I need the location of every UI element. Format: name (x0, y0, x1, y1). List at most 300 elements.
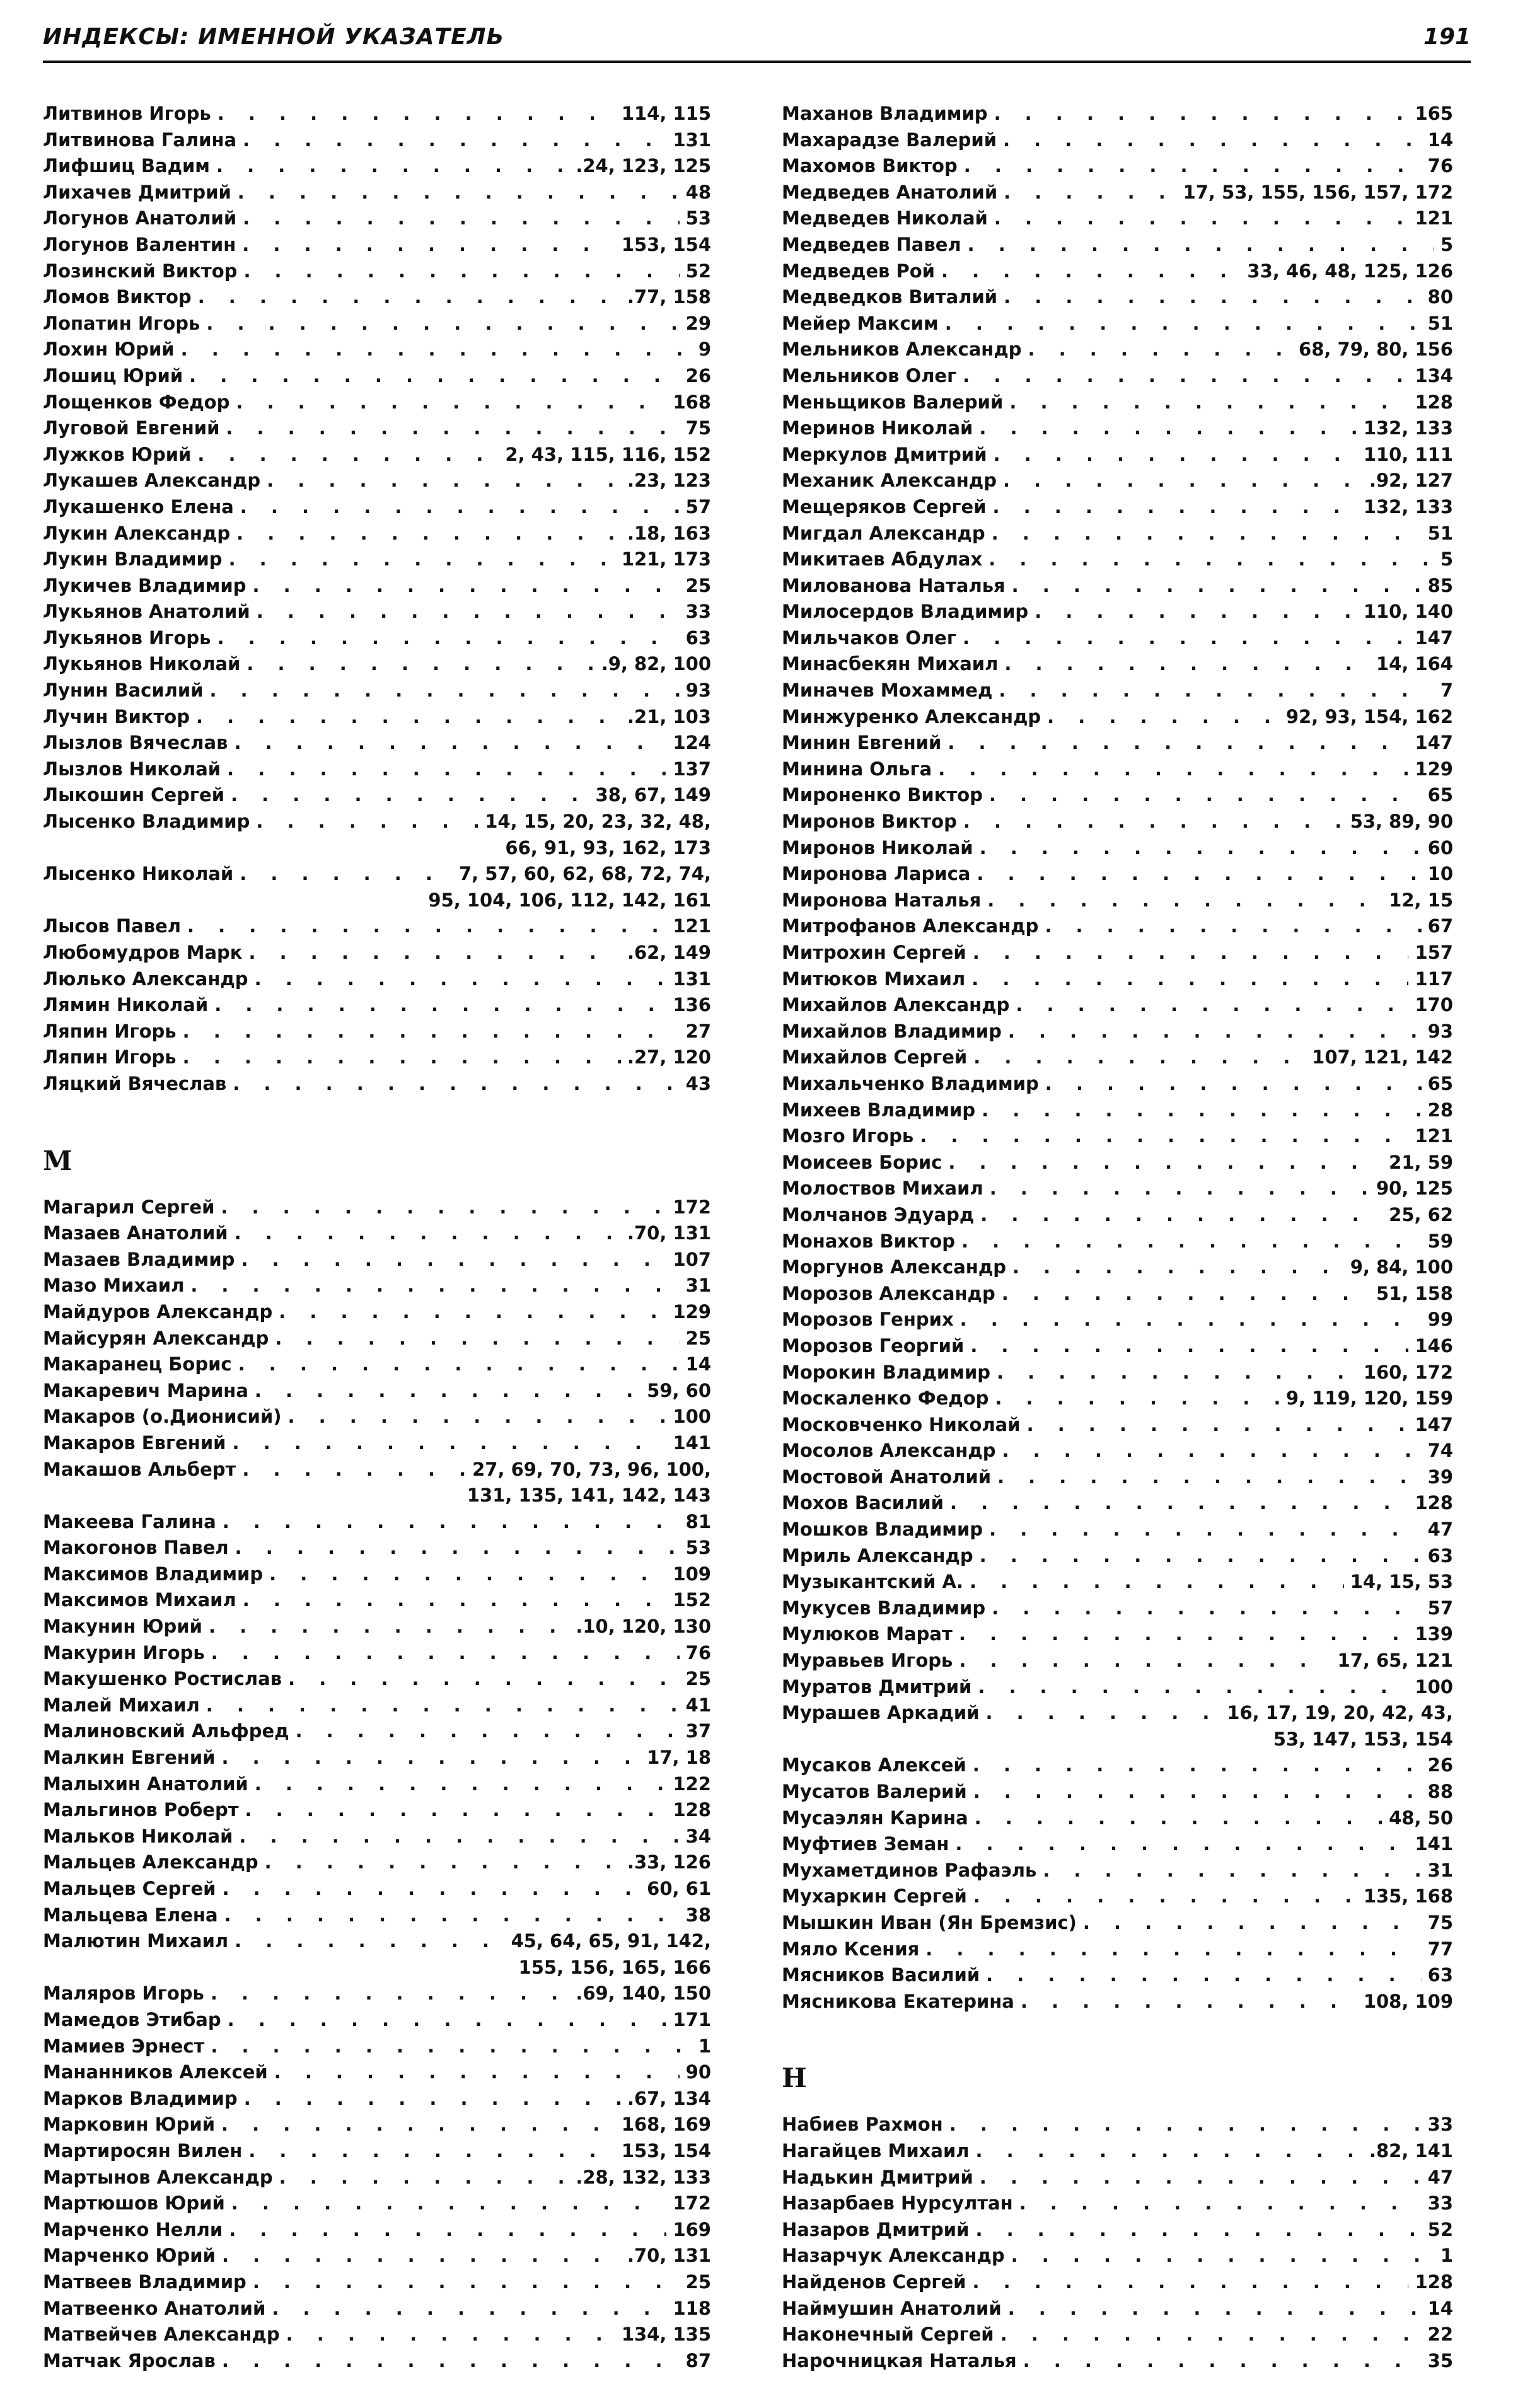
dot-leader (975, 1805, 1383, 1832)
index-entry (782, 390, 1453, 416)
entry-name: Макурин Игорь (43, 1641, 205, 1664)
index-entry (782, 2322, 1453, 2348)
dot-leader (209, 1614, 569, 1640)
index-entry (43, 599, 711, 625)
entry-name: Литвинов Игорь (43, 103, 211, 124)
dot-leader (222, 2348, 680, 2375)
entry-name: Лужков Юрий (43, 443, 192, 465)
index-entry (782, 625, 1453, 652)
entry-pages: 77 (1427, 1938, 1453, 1960)
entry-name: Миронов Николай (782, 836, 973, 859)
dot-leader (265, 1849, 621, 1876)
index-entry (43, 180, 711, 206)
index-entry (782, 1254, 1453, 1281)
entry-pages: 60, 61 (647, 1878, 711, 1899)
entry-pages: 2, 43, 115, 116, 152 (505, 443, 711, 465)
entry-pages: .23, 123 (627, 470, 711, 492)
index-entry (43, 756, 711, 783)
dot-leader (255, 1378, 641, 1404)
entry-name: Мамедов Этибар (43, 2008, 221, 2030)
dot-leader (217, 101, 615, 127)
entries-group (782, 101, 1453, 2015)
entry-name: Любомудров Марк (43, 942, 243, 963)
entry-name: Мартюшов Юрий (43, 2192, 225, 2214)
index-entry (782, 1884, 1453, 1910)
entry-name: Нарочницкая Наталья (782, 2349, 1017, 2371)
dot-leader (243, 1587, 667, 1614)
entry-name: Мяло Ксения (782, 1938, 920, 1960)
dot-leader (242, 1457, 466, 1483)
dot-leader (1035, 599, 1357, 625)
entry-pages: 5 (1440, 548, 1453, 570)
dot-leader (992, 1595, 1422, 1622)
index-entry (43, 1666, 711, 1693)
entry-name: Мильчаков Олег (782, 627, 957, 649)
entry-pages: 37 (685, 1720, 711, 1742)
dot-leader (1021, 1989, 1357, 2015)
index-entry (782, 1097, 1453, 1124)
index-entry (43, 2165, 711, 2191)
dot-leader (1023, 2348, 1422, 2375)
index-entry (782, 1150, 1453, 1176)
dot-leader (978, 1674, 1408, 1701)
entry-pages: 67 (1427, 915, 1453, 937)
entry-pages: 29 (685, 312, 711, 334)
index-entry (782, 1648, 1453, 1674)
index-entry (43, 2243, 711, 2269)
dot-leader (211, 1981, 569, 2007)
index-entry (43, 1614, 711, 1640)
entry-name: Мельников Александр (782, 339, 1022, 361)
entry-name: Лохин Юрий (43, 339, 175, 361)
entry-pages: 172 (673, 2192, 711, 2214)
dot-leader (1000, 2322, 1422, 2348)
index-entry (43, 913, 711, 940)
index-entry (782, 1019, 1453, 1045)
dot-leader (949, 2112, 1422, 2138)
entry-pages: 110, 111 (1363, 443, 1453, 465)
dot-leader (989, 782, 1422, 809)
entry-name: Ляпин Игорь (43, 1020, 177, 1042)
dot-leader (938, 756, 1408, 783)
dot-leader (1027, 1412, 1409, 1438)
entry-pages: 27, 69, 70, 73, 96, 100, (472, 1458, 711, 1480)
entry-name: Найденов Сергей (782, 2271, 966, 2293)
entry-name: Мохов Василий (782, 1492, 944, 1514)
index-entry (43, 704, 711, 731)
entry-pages: 129 (673, 1300, 711, 1323)
entry-pages: 65 (1427, 784, 1453, 806)
index-entry (782, 835, 1453, 862)
entry-pages: 33 (685, 601, 711, 623)
entry-pages: .82, 141 (1369, 2139, 1453, 2162)
index-entry (782, 468, 1453, 494)
entry-pages: 107 (673, 1248, 711, 1270)
entry-pages: 9 (698, 339, 711, 361)
dot-leader (975, 2217, 1421, 2243)
index-entry (782, 888, 1453, 914)
entry-name: Малей Михаил (43, 1694, 200, 1716)
index-entry (782, 1805, 1453, 1832)
entry-pages: 157 (1415, 942, 1453, 963)
dot-leader (196, 704, 621, 731)
entry-pages: 51, 158 (1376, 1282, 1453, 1304)
index-entry (43, 2269, 711, 2296)
entry-name: Максимов Владимир (43, 1563, 264, 1585)
dot-leader (256, 809, 478, 835)
index-entry (782, 1858, 1453, 1884)
dot-leader (245, 1797, 667, 1824)
index-entry (43, 940, 711, 966)
dot-leader (214, 992, 666, 1019)
dot-leader (221, 2112, 615, 2138)
dot-leader (272, 2296, 666, 2322)
index-entry (782, 232, 1453, 258)
entry-name: Медведев Анатолий (782, 181, 998, 203)
index-entry (43, 2138, 711, 2165)
index-entry (782, 1490, 1453, 1517)
entry-pages: .33, 126 (627, 1851, 711, 1873)
index-entry (43, 1247, 711, 1273)
index-entry (782, 1202, 1453, 1229)
entry-pages: 43 (685, 1072, 711, 1094)
entry-name: Майдуров Александр (43, 1300, 273, 1323)
index-entry (782, 913, 1453, 940)
index-entry (782, 1229, 1453, 1255)
entry-pages: 76 (685, 1641, 711, 1664)
entry-name: Нагайцев Михаил (782, 2139, 970, 2162)
dot-leader (1004, 284, 1422, 311)
entry-pages: 128 (1415, 2271, 1453, 2293)
dot-leader (198, 284, 621, 311)
entry-name: Моргунов Александр (782, 1256, 1007, 1278)
entry-pages: .27, 120 (627, 1046, 711, 1068)
dot-leader (963, 809, 1344, 835)
section-letter: М (43, 1145, 72, 1176)
entry-name: Назарчук Александр (782, 2245, 1005, 2267)
dot-leader (210, 678, 680, 704)
entry-pages: 147 (1415, 1413, 1453, 1435)
dot-leader (997, 1360, 1357, 1386)
entry-pages: .18, 163 (627, 522, 711, 544)
entry-name: Марченко Нелли (43, 2218, 223, 2240)
entry-name: Малиновский Альфред (43, 1720, 289, 1742)
index-entry (43, 2034, 711, 2060)
entry-name: Лукьянов Игорь (43, 627, 211, 649)
entry-name: Мананников Алексей (43, 2061, 268, 2083)
entry-pages: 121 (1415, 207, 1453, 229)
entry-pages: 9, 84, 100 (1350, 1256, 1453, 1278)
entry-pages: 17, 53, 155, 156, 157, 172 (1183, 181, 1453, 203)
entry-pages: 38 (685, 1904, 711, 1926)
entry-name: Мосолов Александр (782, 1440, 996, 1462)
dot-leader (1003, 127, 1422, 154)
dot-leader (296, 1718, 680, 1745)
index-entry (782, 1464, 1453, 1491)
index-entry (782, 1936, 1453, 1963)
dot-leader (228, 2007, 667, 2034)
entry-name: Марковин Юрий (43, 2114, 216, 2136)
entry-name: Михайлов Сергей (782, 1046, 968, 1068)
entry-pages: 153, 154 (621, 233, 711, 255)
entry-pages: 93 (1427, 1020, 1453, 1042)
index-entry (43, 678, 711, 704)
dot-leader (999, 678, 1434, 704)
entry-pages: 152 (673, 1589, 711, 1611)
dot-leader (243, 127, 666, 154)
entry-pages: 34 (685, 1825, 711, 1847)
entry-pages: 7, 57, 60, 62, 68, 72, 74, (458, 863, 711, 885)
entry-pages: 76 (1427, 155, 1453, 177)
entry-pages: 17, 18 (647, 1747, 711, 1769)
left-column (43, 101, 711, 2374)
dot-leader (255, 1771, 667, 1798)
dot-leader (980, 835, 1422, 862)
entry-pages: 48, 50 (1389, 1807, 1453, 1829)
index-entry (43, 2007, 711, 2034)
dot-leader (989, 1517, 1422, 1543)
entry-name: Мусаэлян Карина (782, 1807, 968, 1829)
index-entry (782, 599, 1453, 625)
entry-name: Музыкантский А. (782, 1571, 964, 1593)
index-entry (43, 101, 711, 127)
entry-name: Мальков Николай (43, 1825, 233, 1847)
index-entry (782, 1333, 1453, 1360)
entry-name: Мурашев Аркадий (782, 1702, 980, 1724)
entry-pages: 17, 65, 121 (1337, 1650, 1453, 1672)
entry-name: Махомов Виктор (782, 155, 958, 177)
entry-pages: 25 (685, 2271, 711, 2293)
dot-leader (959, 1621, 1409, 1648)
dot-leader (987, 888, 1383, 914)
index-entry (43, 521, 711, 547)
index-entry (782, 337, 1453, 363)
entries-group (782, 2112, 1453, 2374)
entry-name: Макаров (о.Дионисий) (43, 1406, 282, 1428)
index-entry (43, 2296, 711, 2322)
index-entry (782, 2112, 1453, 2138)
entry-name: Молчанов Эдуард (782, 1203, 975, 1225)
dot-leader (997, 1464, 1422, 1491)
index-entry (43, 390, 711, 416)
entry-pages: .70, 131 (627, 1222, 711, 1244)
entry-name: Миначев Мохаммед (782, 680, 993, 702)
entry-name: Лукьянов Анатолий (43, 601, 250, 623)
index-entry (782, 1595, 1453, 1622)
entry-pages: .77, 158 (627, 286, 711, 308)
index-entry (782, 1071, 1453, 1097)
entry-name: Лучин Виктор (43, 705, 190, 727)
dot-leader (970, 1569, 1344, 1595)
entry-pages: 25 (685, 1327, 711, 1349)
entry-name: Муравьев Игорь (782, 1650, 953, 1672)
dot-leader (950, 1490, 1409, 1517)
dot-leader (1008, 2296, 1422, 2322)
dot-leader (211, 2034, 692, 2060)
entry-pages: 12, 15 (1389, 889, 1453, 911)
index-entry (43, 1019, 711, 1045)
entry-pages: 135, 168 (1363, 1885, 1453, 1907)
index-entry (782, 1045, 1453, 1071)
dot-leader (279, 2165, 570, 2191)
entry-pages: 22 (1427, 2324, 1453, 2346)
entry-name: Меньщиков Валерий (782, 391, 1004, 413)
entry-pages: .24, 123, 125 (576, 155, 711, 177)
entry-name: Маханов Владимир (782, 103, 988, 124)
dot-leader (961, 1229, 1422, 1255)
entry-pages: 93 (685, 680, 711, 702)
index-entry (43, 1195, 711, 1221)
index-entry (43, 1535, 711, 1561)
dot-leader (187, 913, 666, 940)
entry-name: Мриль Александр (782, 1544, 973, 1566)
dot-leader (959, 1648, 1331, 1674)
entry-pages-continued: 66, 91, 93, 162, 173 (505, 836, 711, 859)
entry-pages: 92, 93, 154, 162 (1285, 705, 1453, 727)
entry-pages: 131 (673, 129, 711, 151)
running-title: ИНДЕКСЫ: ИМЕННОЙ УКАЗАТЕЛЬ (43, 24, 505, 50)
index-entry (43, 1902, 711, 1929)
index-entry (782, 1412, 1453, 1438)
index-entry (43, 966, 711, 993)
entry-name: Назаров Дмитрий (782, 2218, 970, 2240)
entry-name: Марченко Юрий (43, 2245, 216, 2267)
dot-leader (973, 1779, 1422, 1805)
entry-pages: 100 (1415, 1676, 1453, 1698)
entry-pages: 28 (1427, 1099, 1453, 1121)
dot-leader (994, 205, 1409, 232)
dot-leader (948, 1150, 1383, 1176)
dot-leader (945, 311, 1422, 337)
entry-pages: 63 (1427, 1964, 1453, 1986)
entry-name: Лукьянов Николай (43, 653, 241, 675)
dot-leader (973, 2269, 1409, 2296)
index-entry (782, 1962, 1453, 1989)
dot-leader (239, 1824, 679, 1850)
entry-name: Луговой Евгений (43, 417, 220, 439)
entry-name: Мельников Олег (782, 364, 957, 386)
entry-name: Мусатов Валерий (782, 1781, 967, 1802)
entry-name: Мартынов Александр (43, 2166, 273, 2188)
entry-name: Морокин Владимир (782, 1361, 991, 1383)
dot-leader (197, 442, 499, 468)
entry-name: Матвеев Владимир (43, 2271, 246, 2293)
entry-name: Мигдал Александр (782, 522, 985, 544)
index-entry (782, 2296, 1453, 2322)
entry-name: Майсурян Александр (43, 1327, 269, 1349)
entry-name: Меринов Николай (782, 417, 973, 439)
index-entry (782, 1831, 1453, 1858)
entry-pages-continued: 155, 156, 165, 166 (518, 1956, 711, 1978)
entry-name: Мясникова Екатерина (782, 1990, 1014, 2012)
index-entry (43, 258, 711, 285)
index-entry (782, 284, 1453, 311)
index-entry (43, 782, 711, 809)
entry-name: Москаленко Федор (782, 1387, 989, 1409)
entry-pages: 147 (1415, 627, 1453, 649)
entry-name: Макашов Альберт (43, 1458, 236, 1480)
entry-name: Морозов Георгий (782, 1334, 965, 1357)
entry-pages: 121 (673, 915, 711, 937)
entry-pages: 168 (673, 391, 711, 413)
entry-pages: 16, 17, 19, 20, 42, 43, (1227, 1702, 1453, 1724)
entry-pages: 122 (673, 1773, 711, 1795)
index-entry (43, 2191, 711, 2217)
entry-pages: 146 (1415, 1334, 1453, 1357)
entry-pages: 41 (685, 1694, 711, 1716)
entry-name: Михеев Владимир (782, 1099, 976, 1121)
dot-leader (232, 1430, 666, 1457)
entry-name: Лопатин Игорь (43, 312, 200, 334)
entry-name: Набиев Рахмон (782, 2114, 943, 2136)
entry-pages: 31 (685, 1275, 711, 1297)
entry-name: Медведков Виталий (782, 286, 998, 308)
entry-name: Минжуренко Александр (782, 705, 1041, 727)
entry-name: Лихачев Дмитрий (43, 181, 231, 203)
index-entry (43, 1273, 711, 1299)
index-entry (782, 1517, 1453, 1543)
dot-leader (288, 1666, 680, 1693)
dot-leader (253, 2269, 680, 2296)
dot-leader (221, 1195, 666, 1221)
dot-leader (920, 1123, 1408, 1150)
dot-leader (235, 1220, 621, 1247)
entry-name: Ляпин Игорь (43, 1046, 177, 1068)
entry-pages: .10, 120, 130 (576, 1616, 711, 1638)
entry-pages: .92, 127 (1369, 470, 1453, 492)
index-entry (43, 1045, 711, 1071)
entry-name: Лунин Василий (43, 680, 204, 702)
entry-name: Михальченко Владимир (782, 1072, 1039, 1094)
entry-name: Наконечный Сергей (782, 2324, 994, 2346)
dot-leader (224, 1902, 680, 1929)
entry-name: Микитаев Абдулах (782, 548, 983, 570)
dot-leader (993, 494, 1357, 521)
index-entry (782, 153, 1453, 180)
entry-pages: 100 (673, 1406, 711, 1428)
entry-pages: 39 (1427, 1466, 1453, 1488)
entry-pages: 53 (685, 207, 711, 229)
dot-leader (190, 1273, 679, 1299)
entry-pages: 108, 109 (1363, 1990, 1453, 2012)
index-entry (43, 442, 711, 468)
index-entry (43, 2086, 711, 2112)
entry-pages: 90, 125 (1376, 1178, 1453, 1200)
dot-leader (1009, 390, 1408, 416)
entry-pages: 52 (1427, 2218, 1453, 2240)
index-entry (43, 311, 711, 337)
entry-name: Миронов Виктор (782, 811, 957, 833)
dot-leader (986, 1700, 1221, 1727)
dot-leader (217, 625, 679, 652)
entry-name: Макаров Евгений (43, 1432, 226, 1454)
index-entry (43, 153, 711, 180)
entry-pages: 63 (1427, 1544, 1453, 1566)
entry-name: Морозов Александр (782, 1282, 995, 1304)
dot-leader (279, 1299, 666, 1326)
dot-leader (236, 521, 621, 547)
dot-leader (1019, 2191, 1422, 2217)
entry-name: Макогонов Павел (43, 1537, 229, 1559)
entry-name: Митюков Михаил (782, 968, 966, 990)
index-entry (43, 809, 711, 861)
entry-name: Молоствов Михаил (782, 1178, 983, 1200)
entry-name: Мальцев Александр (43, 1851, 258, 1873)
entry-name: Лызлов Николай (43, 758, 221, 780)
entry-name: Назарбаев Нурсултан (782, 2192, 1013, 2214)
dot-leader (1045, 913, 1421, 940)
index-entry (43, 1771, 711, 1798)
